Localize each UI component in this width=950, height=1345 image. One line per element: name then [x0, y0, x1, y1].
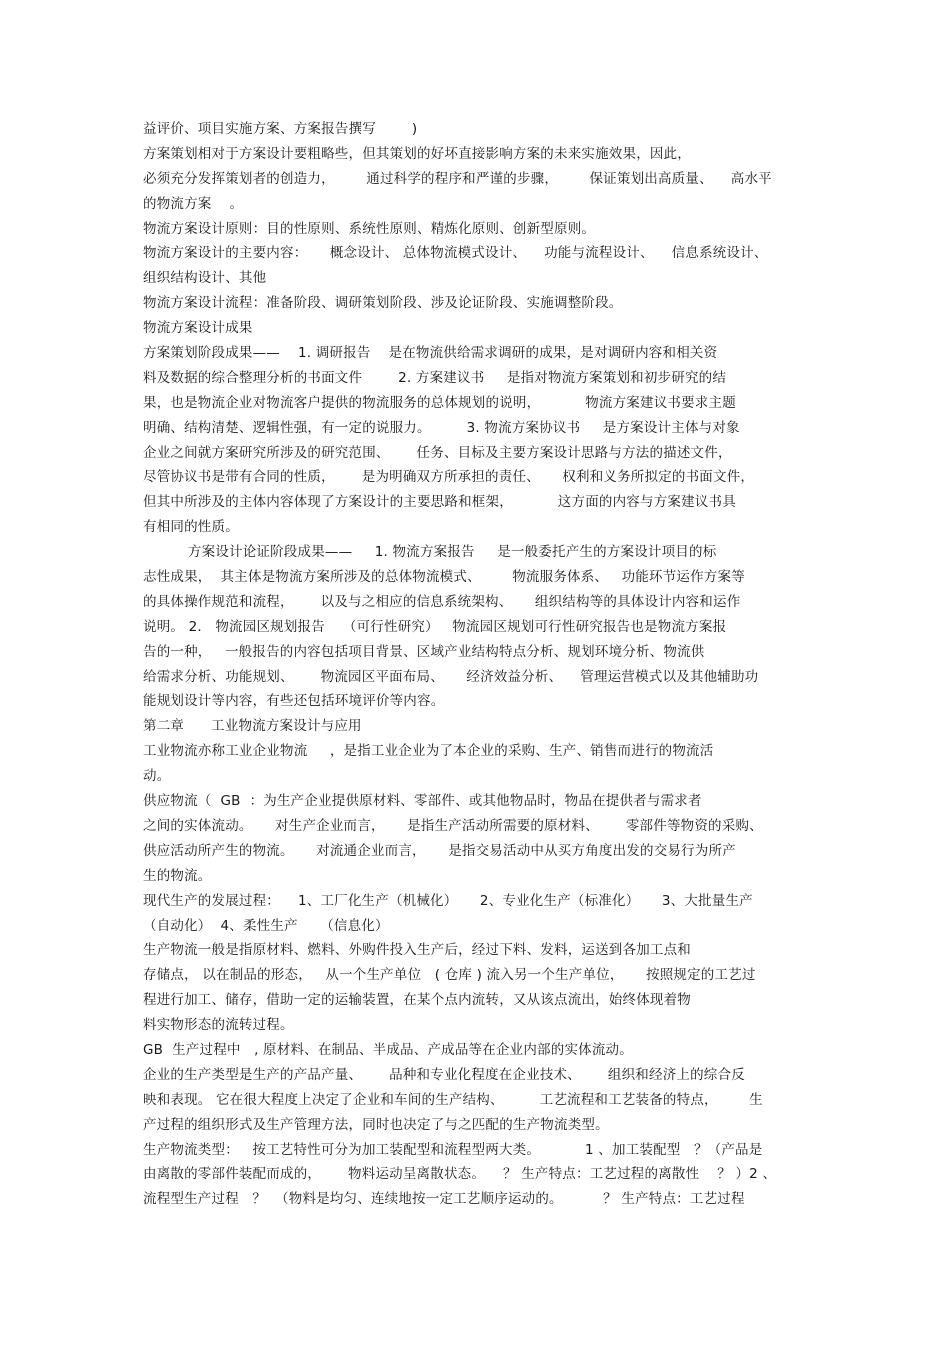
text-line: 流程型生产过程 ？ （物料是均匀、连续地按一定工艺顺序运动的。 ？ 生产特点：工艺过程 [143, 1191, 745, 1208]
text-line: 产过程的组织形式及生产管理方法，同时也决定了与之匹配的生产物流类型。 [143, 1116, 609, 1133]
text-line: 明确、结构清楚、逻辑性强，有一定的说服力。 3. 物流方案协议书 是方案设计主体与对象 [143, 419, 740, 436]
text-line: 动。 [143, 768, 171, 785]
text-line: 现代生产的发展过程： 1、工厂化生产（机械化） 2、专业化生产（标准化） 3、大批量生产 [143, 892, 753, 909]
text-line: 之间的实体流动。 对生产企业而言， 是指生产活动所需要的原材料、 零部件等物资的采购、 [143, 817, 763, 834]
text-line: 给需求分析、功能规划、 物流园区平面布局、 经济效益分析、 管理运营模式以及其他辅助功 [143, 668, 759, 685]
text-line: 物流方案设计流程：准备阶段、调研策划阶段、涉及论证阶段、实施调整阶段。 [143, 295, 623, 312]
chapter-heading: 第二章 工业物流方案设计与应用 [143, 718, 362, 735]
text-line: （自动化） 4、柔性生产 （信息化） [143, 917, 389, 934]
text-line: 组织结构设计、其他 [143, 270, 267, 287]
text-line: GB 生产过程中 , 原材料、在制品、半成品、产成品等在企业内部的实体流动。 [143, 1041, 633, 1058]
text-line: 告的一种， 一般报告的内容包括项目背景、区域产业结构特点分析、规划环境分析、物流供 [143, 643, 705, 660]
text-line: 企业之间就方案研究所涉及的研究范围、 任务、目标及主要方案设计思路与方法的描述文件， [143, 444, 732, 461]
text-line: 料及数据的综合整理分析的书面文件 2. 方案建议书 是指对物流方案策划和初步研究的结 [143, 369, 727, 386]
text-line: 料实物形态的流转过程。 [143, 1017, 294, 1034]
text-line: 物流方案设计的主要内容： 概念设计、 总体物流模式设计、 功能与流程设计、 信息系统设计、 [143, 245, 768, 262]
text-line: 的物流方案 。 [143, 195, 244, 212]
text-line: 生产物流一般是指原材料、燃料、外购件投入生产后，经过下料、发料，运送到各加工点和 [143, 942, 691, 959]
text-line: 供应活动所产生的物流。 对流通企业而言， 是指交易活动中从买方角度出发的交易行为所产 [143, 842, 736, 859]
text-line: 有相同的性质。 [143, 519, 239, 536]
text-line: 物流方案设计成果 [143, 320, 253, 337]
text-line: 方案策划相对于方案设计要粗略些，但其策划的好坏直接影响方案的未来实施效果，因此， [143, 145, 691, 162]
text-line: 益评价、项目实施方案、方案报告撰写 ) [143, 121, 418, 137]
text-line: 志性成果， 其主体是物流方案所涉及的总体物流模式、 物流服务体系、 功能环节运作方案等 [143, 569, 745, 586]
text-line: 方案设计论证阶段成果—— 1. 物流方案报告 是一般委托产生的方案设计项目的标 [143, 544, 717, 561]
document-body [143, 117, 815, 1212]
text-line: 物流方案设计原则：目的性原则、系统性原则、精炼化原则、创新型原则。 [143, 220, 596, 237]
text-line: 说明。 2. 物流园区规划报告 （可行性研究） 物流园区规划可行性研究报告也是物流方案报 [143, 618, 727, 635]
text-line: 映和表现。 它在很大程度上决定了企业和车间的生产结构、 工艺流程和工艺装备的特点， 生 [143, 1091, 763, 1108]
text-line: 由离散的零部件装配而成的， 物料运动呈离散状态。 ？ 生产特点：工艺过程的离散性 ？ ）2 、 [143, 1166, 777, 1183]
text-line: 供应物流（ GB ：为生产企业提供原材料、零部件、或其他物品时，物品在提供者与需求者 [143, 793, 702, 810]
text-line: 生的物流。 [143, 867, 212, 884]
text-line: 能规划设计等内容，有些还包括环境评价等内容。 [143, 693, 445, 710]
text-line: 必须充分发挥策划者的创造力， 通过科学的程序和严谨的步骤， 保证策划出高质量、 高水平 [143, 170, 772, 187]
text-line: 生产物流类型： 按工艺特性可分为加工装配型和流程型两大类。 1 、加工装配型 ？（产品是 [143, 1141, 763, 1158]
text-line: 方案策划阶段成果—— 1. 调研报告 是在物流供给需求调研的成果，是对调研内容和相关资 [143, 345, 718, 362]
text-line: 企业的生产类型是生产的产品产量、 品种和专业化程度在企业技术、 组织和经济上的综合反 [143, 1066, 745, 1083]
text-line: 果，也是物流企业对物流客户提供的物流服务的总体规划的说明， 物流方案建议书要求主题 [143, 394, 736, 411]
text-line: 存储点， 以在制品的形态， 从一个生产单位 ( 仓库 ) 流入另一个生产单位， 按照规定的工艺过 [143, 967, 756, 984]
text-line: 尽管协议书是带有合同的性质， 是为明确双方所承担的责任、 权利和义务所拟定的书面文件， [143, 469, 755, 486]
text-line: 但其中所涉及的主体内容体现了方案设计的主要思路和框架， 这方面的内容与方案建议书具 [143, 494, 736, 511]
text-line: 工业物流亦称工业企业物流 ，是指工业企业为了本企业的采购、生产、销售而进行的物流活 [143, 743, 714, 760]
text-line: 的具体操作规范和流程， 以及与之相应的信息系统架构、 组织结构等的具体设计内容和运作 [143, 593, 741, 610]
text-line: 程进行加工、储存，借助一定的运输装置，在某个点内流转，又从该点流出，始终体现着物 [143, 992, 691, 1009]
